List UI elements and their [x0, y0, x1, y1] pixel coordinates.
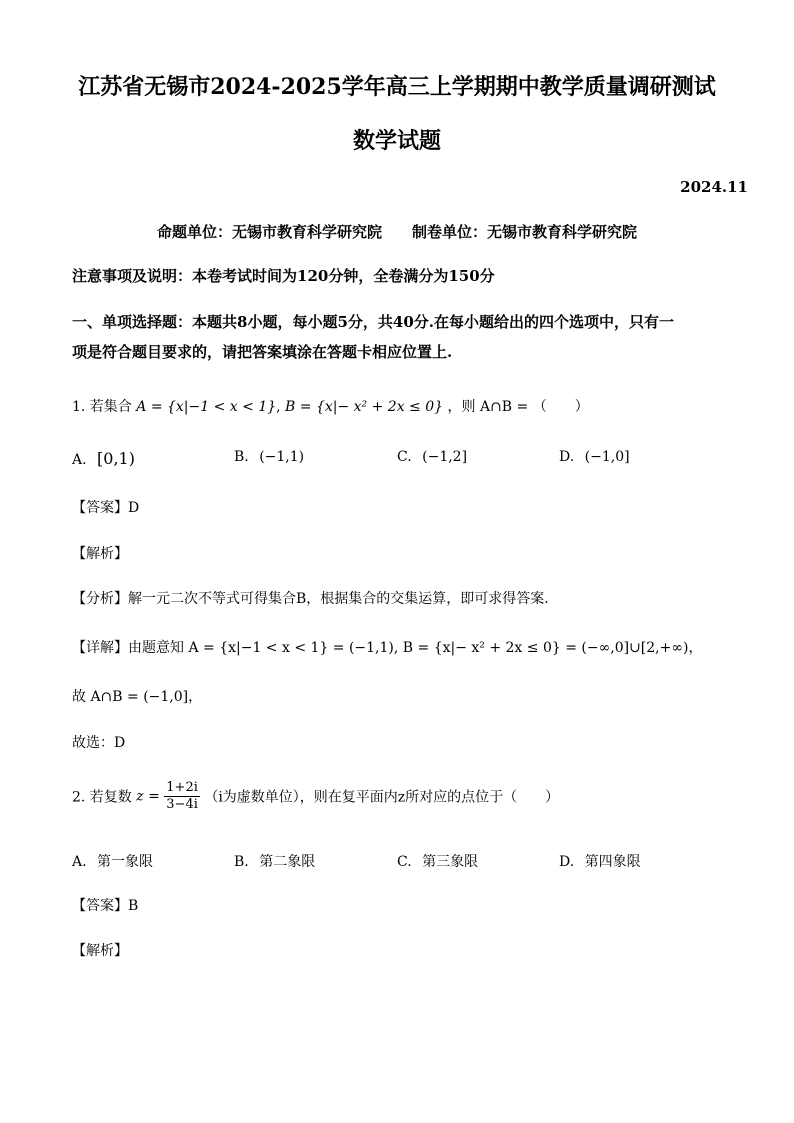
q1-set-b: B = {x|− x² + 2x ≤ 0} [285, 399, 444, 415]
question-1: 1. 若集合 A = {x|−1 < x < 1}, B = {x|− x² + 2x ≤ 0} ，则 A∩B = （ ） [72, 399, 589, 415]
page-title: 江苏省无锡市2024-2025学年高三上学期期中教学质量调研测试 [78, 74, 716, 100]
section-heading-line1: 一、单项选择题：本题共8小题，每小题5分，共40分.在每小题给出的四个选项中，只有一 [72, 313, 674, 331]
q1-fenxi: 【分析】解一元二次不等式可得集合B，根据集合的交集运算，即可求得答案. [72, 591, 549, 607]
exam-date: 2024.11 [680, 178, 748, 196]
q2-prefix: 2. 若复数 [72, 789, 132, 806]
q1-set-a: A = {x|−1 < x < 1} [136, 399, 277, 415]
q2-option-a: A. 第一象限 [72, 854, 154, 870]
q1-choose: 故选：D [72, 735, 126, 751]
q1-prefix: 1. 若集合 [72, 399, 132, 415]
q2-rest: （i为虚数单位），则在复平面内z所对应的点位于（ ） [204, 789, 560, 806]
q1-ask: ，则 A∩B = （ ） [447, 399, 589, 415]
notice-line: 注意事项及说明：本卷考试时间为120分钟，全卷满分为150分 [72, 267, 495, 285]
q1-analysis-head: 【解析】 [72, 546, 128, 562]
q2-option-b: B. 第二象限 [234, 854, 316, 870]
units-line: 命题单位：无锡市教育科学研究院 制卷单位：无锡市教育科学研究院 [156, 223, 637, 241]
q2-analysis-head: 【解析】 [72, 943, 128, 959]
q2-answer: 【答案】B [72, 898, 139, 914]
question-2 [72, 780, 559, 813]
q2-option-d: D. 第四象限 [559, 854, 641, 870]
q1-detail: 【详解】由题意知 A = {x|−1 < x < 1} = (−1,1), B = {x|− x² + 2x ≤ 0} = (−∞,0]∪[2,+∞)， [72, 640, 703, 656]
q1-option-a: A. [0,1) [72, 449, 135, 468]
page-subtitle: 数学试题 [352, 128, 441, 154]
q1-option-c: C. (−1,2] [397, 449, 468, 465]
q1-option-d: D. (−1,0] [559, 449, 630, 465]
q1-option-b: B. (−1,1) [234, 449, 305, 465]
q1-answer: 【答案】D [72, 500, 140, 516]
q2-numerator: 1+2i [166, 780, 198, 795]
q2-denominator: 3−4i [166, 797, 198, 812]
q2-fraction [164, 780, 200, 813]
q2-option-c: C. 第三象限 [397, 854, 479, 870]
section-heading-line2: 项是符合题目要求的，请把答案填涂在答题卡相应位置上. [72, 343, 453, 361]
q2-z: z = [136, 788, 160, 805]
q1-so: 故 A∩B = (−1,0]， [72, 689, 203, 705]
